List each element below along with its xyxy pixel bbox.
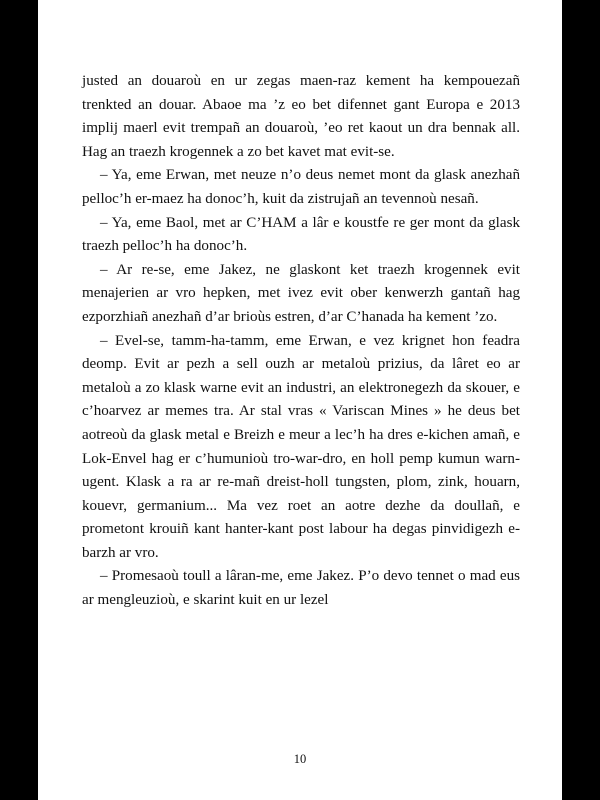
paragraph: – Ya, eme Baol, met ar C’HAM a lâr e koustfe re ger mont da glask traezh pelloc’h ha donoc’h. [82, 214, 520, 255]
paragraph: – Ar re-se, eme Jakez, ne glaskont ket traezh krogennek evit menajerien ar vro hepken, met ivez evit ober kenwerzh gantañ hag ezporzhiañ anezhañ d’ar brioùs estren, d’ar C’hanada ha kement ’zo. [82, 261, 520, 325]
body-text-column [82, 70, 520, 613]
page-number: 10 [293, 752, 307, 766]
paragraph: – Ya, eme Erwan, met neuze n’o deus nemet mont da glask anezhañ pelloc’h er-maez ha donoc’h, kuit da zistrujañ an tevennoù nesañ. [82, 167, 520, 207]
page-sheet [38, 0, 562, 800]
paragraph: justed an douaroù en ur zegas maen-raz kement ha kempouezañ trenkted an douar. Abaoe ma ’z eo bet difennet gant Europa e 2013 implij maerl evit trempañ an douaroù, ’eo ret kaout un dra bennak all. Hag an traezh krogennek a zo bet kavet mat evit-se. [82, 73, 520, 160]
paragraph: – Evel-se, tamm-ha-tamm, eme Erwan, e vez krignet hon feadra deomp. Evit ar pezh a sell ouzh ar metaloù prizius, da lâret eo ar metaloù a zo klask warne evit an industri, an elektronegezh da skouer, e c’hoarvez ar memes tra. Ar stal vras « Variscan Mines » he deus bet aotreoù da glask metal e Breizh e meur a lec’h ha dres e-kichen amañ, e Lok-Envel hag er c’humunioù tro-war-dro, en holl pemp kumun warn-ugent. Klask a ra ar re-mañ dreist-holl tungsten, plom, zink, houarn, kouevr, germanium... Ma vez roet an aotre dezhe da doullañ, e prometont krouiñ kant hanter-kant post labour ha degas pinvidigezh e-barzh ar vro. [82, 332, 520, 561]
paragraph: – Promesaoù toull a lâran-me, eme Jakez. P’o devo tennet o mad eus ar mengleuzioù, e skarint kuit en ur lezel [82, 568, 520, 609]
